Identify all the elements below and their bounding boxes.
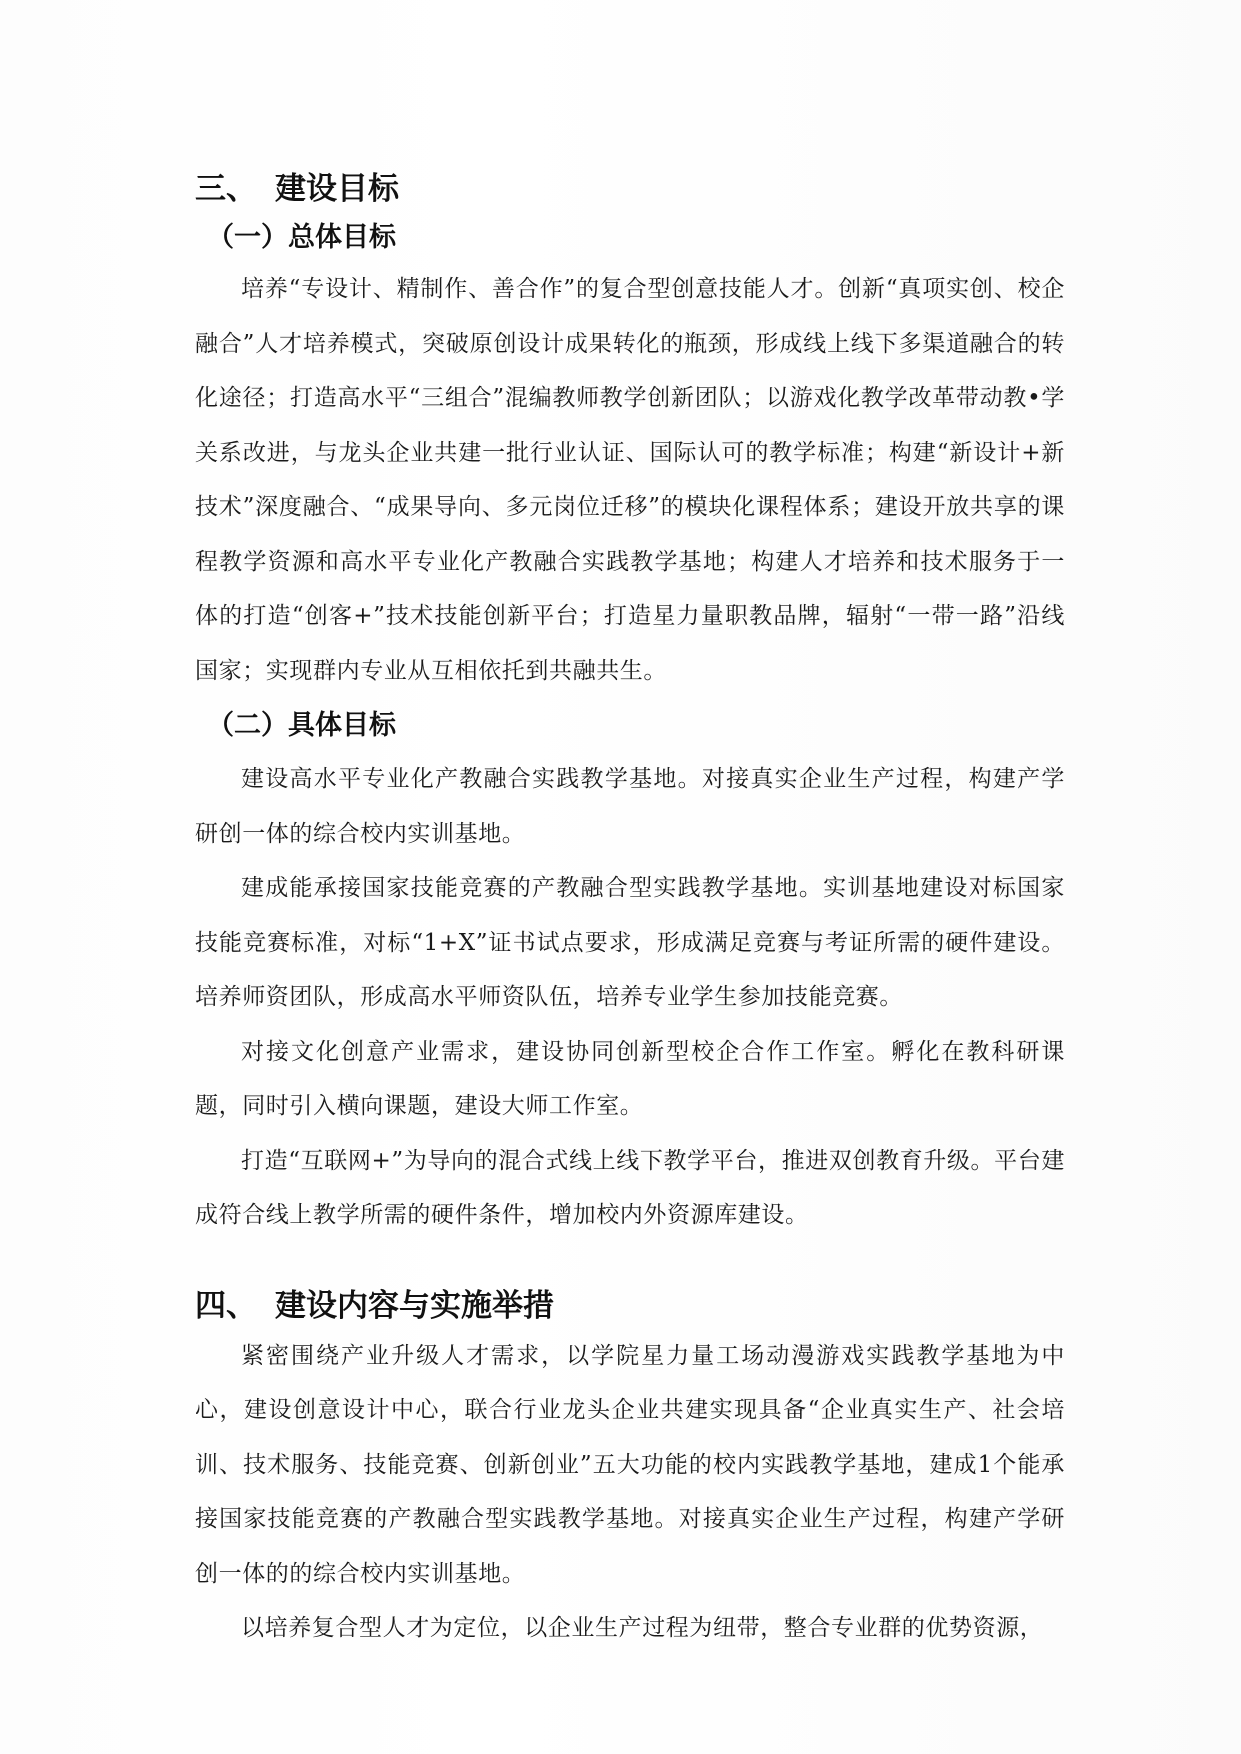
page-content — [195, 168, 1065, 1656]
section-4-paragraph: 紧密围绕产业升级人才需求，以学院星力量工场动漫游戏实践教学基地为中心，建设创意设计中心，联合行业龙头企业共建实现具备“企业真实生产、社会培训、技术服务、技能竞赛、创新创业”五大功能的校内实践教学基地，建成1个能承接国家技能竞赛的产教融合型实践教学基地。对接真实企业生产过程，构建产学研创一体的的综合校内实训基地。 — [195, 1342, 1065, 1587]
section-4-paragraph: 以培养复合型人才为定位，以企业生产过程为纽带，整合专业群的优势资源， — [241, 1615, 1044, 1641]
overall-goal-paragraph: 培养“专设计、精制作、善合作”的复合型创意技能人才。创新“真项实创、校企融合”人才培养模式，突破原创设计成果转化的瓶颈，形成线上线下多渠道融合的转化途径；打造高水平“三组合”混编教师教学创新团队；以游戏化教学改革带动教•学关系改进，与龙头企业共建一批行业认证、国际认可的教学标准；构建“新设计+新技术”深度融合、“成果导向、多元岗位迁移”的模块化课程体系；建设开放共享的课程教学资源和高水平专业化产教融合实践教学基地；构建人才培养和技术服务于一体的打造“创客+”技术技能创新平台；打造星力量职教品牌，辐射“一带一路”沿线国家；实现群内专业从互相依托到共融共生。 — [195, 276, 1065, 684]
subsection-overall-goal-heading: （一）总体目标 — [207, 222, 396, 253]
section-4-heading — [195, 1285, 1065, 1327]
specific-goal-paragraph: 建设高水平专业化产教融合实践教学基地。对接真实企业生产过程，构建产学研创一体的综合校内实训基地。 — [195, 766, 1065, 847]
specific-goal-paragraph: 打造“互联网+”为导向的混合式线上线下教学平台，推进双创教育升级。平台建成符合线上教学所需的硬件条件，增加校内外资源库建设。 — [195, 1147, 1065, 1228]
section-3-title: 建设目标 — [275, 171, 399, 207]
subsection-specific-goals-heading: （二）具体目标 — [207, 710, 396, 741]
specific-goal-paragraph: 对接文化创意产业需求，建设协同创新型校企合作工作室。孵化在教科研课题，同时引入横向课题，建设大师工作室。 — [195, 1038, 1065, 1119]
specific-goal-paragraph: 建成能承接国家技能竞赛的产教融合型实践教学基地。实训基地建设对标国家技能竞赛标准，对标“1+X”证书试点要求，形成满足竞赛与考证所需的硬件建设。培养师资团队，形成高水平师资队伍，培养专业学生参加技能竞赛。 — [195, 875, 1065, 1010]
section-3-number: 三、 — [195, 171, 257, 207]
section-4-number: 四、 — [195, 1287, 257, 1324]
section-4-title: 建设内容与实施举措 — [275, 1287, 554, 1324]
section-3-heading — [195, 168, 1065, 210]
